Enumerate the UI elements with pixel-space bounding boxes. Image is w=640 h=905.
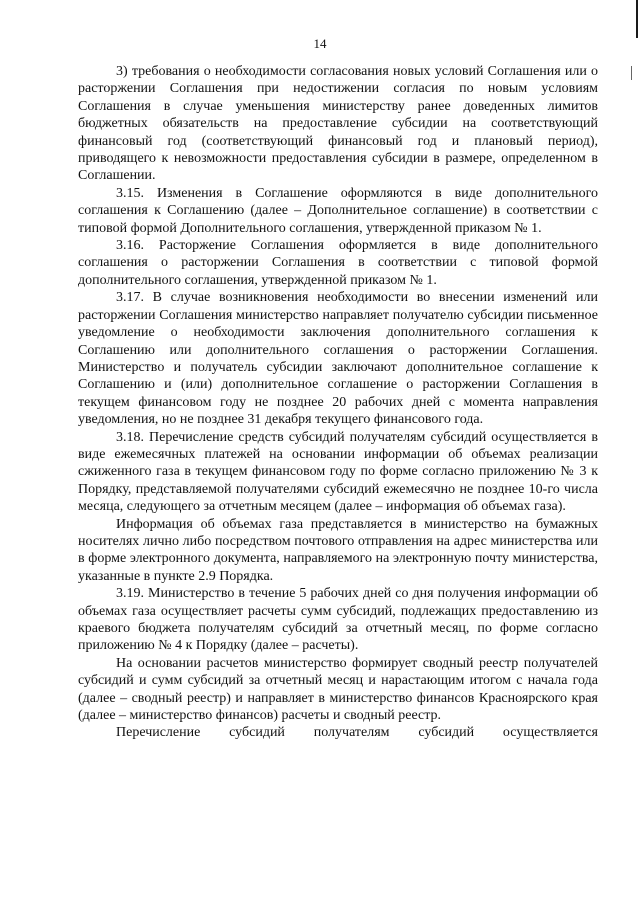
paragraph-transfer-start: Перечисление субсидий получателям субсидий осуществляется: [116, 725, 598, 741]
paragraph-3-15: 3.15. Изменения в Соглашение оформляются в виде дополнительного соглашения к Соглашению (далее – Дополнительное соглашение) в соответствии с типовой формой Дополнительного соглашения, утвержденной приказом № 1.: [78, 185, 598, 236]
paragraph-gas-volume-info: Информация об объемах газа представляется в министерство на бумажных носителях лично либо посредством почтового отправления на адрес министерства или в форме электронного документа, направляемого на электронную почту министерства, указанные в пункте 2.9 Порядка.: [78, 516, 598, 584]
paragraph-requirements-item-3: 3) требования о необходимости согласования новых условий Соглашения или о расторжении Соглашения при недостижении согласия по новым условиям Соглашения в случае уменьшения министерству ранее доведенных лимитов бюджетных обязательств на предоставление субсидии на соответствующий финансовый год (соответствующий финансовый год и плановый период), приводящего к невозможности предоставления субсидии в размере, определенном в Соглашении.: [78, 64, 598, 184]
scan-edge-mark: [636, 0, 638, 38]
scan-tick-mark: [631, 66, 632, 80]
paragraph-3-19: 3.19. Министерство в течение 5 рабочих дней со дня получения информации об объемах газа осуществляет расчеты сумм субсидий, подлежащих предоставлению из краевого бюджета получателям субсидий за отчетный месяц, по форме согласно приложению № 4 к Порядку (далее – расчеты).: [78, 586, 598, 654]
document-body: [78, 63, 598, 742]
paragraph-summary-register: На основании расчетов министерство формирует сводный реестр получателей субсидий и сумм субсидий за отчетный месяц и нарастающим итогом с начала года (далее – сводный реестр) и направляет в министерство финансов Красноярского края (далее – министерство финансов) расчеты и сводный реестр.: [78, 655, 598, 724]
page-number: 14: [313, 36, 327, 51]
paragraph-3-16: 3.16. Расторжение Соглашения оформляется в виде дополнительного соглашения о расторжении Соглашения в соответствии с типовой формой дополнительного соглашения, утвержденной приказом № 1.: [78, 238, 598, 288]
paragraph-3-17: 3.17. В случае возникновения необходимости во внесении изменений или расторжении Соглашения министерство направляет получателю субсидии письменное уведомление о необходимости заключения дополнительного соглашения к Соглашению или дополнительного соглашения о расторжении Соглашения. Министерство и получатель субсидии заключают дополнительное соглашение к Соглашению и (или) дополнительное соглашение о расторжении Соглашения в текущем финансовом году не позднее 20 рабочих дней с момента направления уведомления, но не позднее 31 декабря текущего финансового года.: [78, 290, 598, 428]
paragraph-3-18: 3.18. Перечисление средств субсидий получателям субсидий осуществляется в виде ежемесячных платежей на основании информации об объемах реализации сжиженного газа в текущем финансовом году по форме согласно приложению № 3 к Порядку, представляемой получателями субсидий ежемесячно не позднее 10-го числа месяца, следующего за отчетным месяцем (далее – информация об объемах газа).: [78, 429, 598, 515]
